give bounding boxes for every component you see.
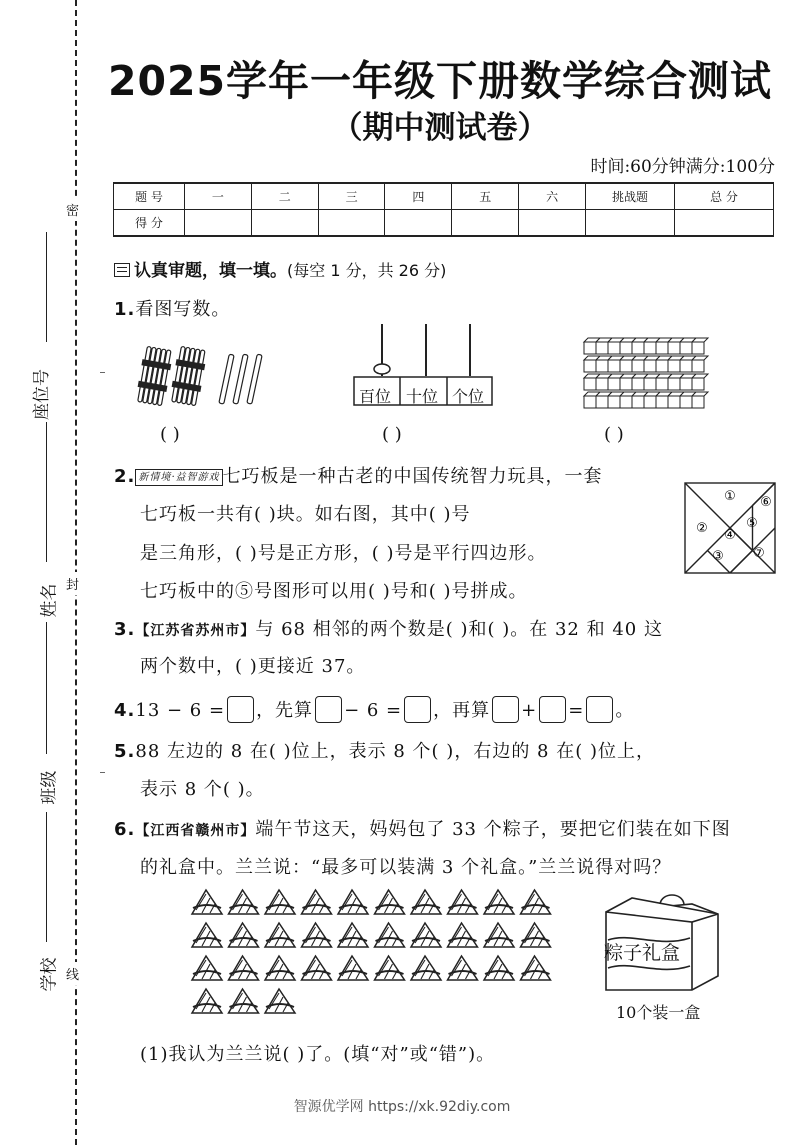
unit-cube [620, 396, 632, 408]
zongzi-icon [192, 956, 222, 980]
unit-cube [608, 342, 620, 354]
class-label: 班级 [39, 770, 60, 805]
question-number: 4. [114, 700, 136, 721]
unit-cube [692, 396, 704, 408]
zongzi-icon [229, 923, 259, 947]
score-cell[interactable] [675, 210, 774, 237]
school-label: 学校 [39, 957, 60, 992]
answer-blank[interactable]: ( ) [160, 424, 180, 445]
tangram-piece-number: ② [696, 521, 708, 536]
expr-part: ，先算 [256, 700, 314, 721]
unit-cube [584, 378, 596, 390]
answer-blank[interactable]: ( ) [604, 424, 624, 445]
tangram-piece-number: ⑥ [760, 495, 772, 510]
tangram-piece-number: ⑦ [753, 546, 765, 561]
answer-box[interactable] [404, 696, 431, 723]
unit-cube [644, 360, 656, 372]
unit-cube [680, 378, 692, 390]
zongzi-icon [411, 923, 441, 947]
answer-box[interactable] [586, 696, 613, 723]
question-6-sub1: (1)我认为兰兰说( )了。(填“对”或“错”)。 [140, 1044, 496, 1065]
question-6 [114, 815, 731, 841]
zongzi-icon [521, 956, 551, 980]
question-2-line: 七巧板中的⑤号图形可以用( )号和( )号拼成。 [140, 581, 528, 602]
abacus-label-hundreds: 百位 [359, 387, 392, 406]
expr-part: + [521, 700, 538, 721]
tangram-piece-number: ④ [724, 528, 736, 543]
table-cell: 五 [452, 183, 519, 210]
tangram-piece-number: ① [724, 489, 736, 504]
answer-box[interactable] [492, 696, 519, 723]
unit-cube [692, 378, 704, 390]
tangram-piece-number: ③ [712, 549, 724, 564]
stick-bundles-image [132, 346, 272, 410]
score-table [113, 182, 774, 237]
zongzi-icon [521, 890, 551, 914]
zongzi-icon [375, 956, 405, 980]
unit-cube [632, 360, 644, 372]
answer-box[interactable] [539, 696, 566, 723]
time-score-info: 时间:60分钟满分:100分 [590, 157, 775, 177]
zongzi-icon [265, 923, 295, 947]
unit-cube [680, 342, 692, 354]
zongzi-icon [338, 890, 368, 914]
abacus-label-ones: 个位 [452, 387, 485, 406]
gift-box-caption: 10个装一盒 [616, 1003, 701, 1022]
unit-cube [620, 360, 632, 372]
unit-cube [644, 396, 656, 408]
unit-cube [668, 378, 680, 390]
zongzi-icon [302, 890, 332, 914]
school-line[interactable] [46, 812, 47, 942]
score-cell[interactable] [251, 210, 318, 237]
zongzi-icon [338, 923, 368, 947]
expr-part: 13 − 6 = [135, 700, 226, 721]
unit-cube [596, 360, 608, 372]
table-cell: 总 分 [675, 183, 774, 210]
unit-cube [668, 342, 680, 354]
score-cell[interactable] [452, 210, 519, 237]
margin-tick [100, 372, 105, 373]
gift-box-label: 粽子礼盒 [604, 942, 681, 964]
table-cell: 三 [318, 183, 385, 210]
seal-char-mi: 密 [66, 198, 79, 221]
unit-cube [608, 360, 620, 372]
question-text: 88 左边的 8 在( )位上，表示 8 个( )，右边的 8 在( )位上， [135, 741, 655, 762]
score-cell[interactable] [185, 210, 252, 237]
unit-cube [656, 360, 668, 372]
answer-blank[interactable]: ( ) [382, 424, 402, 445]
source-tag: 【江西省赣州市】 [135, 823, 256, 839]
unit-cube [692, 360, 704, 372]
seat-number-line[interactable] [46, 232, 47, 342]
question-number: 3. [114, 619, 136, 640]
unit-cube [632, 396, 644, 408]
unit-cube [668, 396, 680, 408]
tangram-piece-number: ⑤ [746, 516, 758, 531]
unit-cube [620, 342, 632, 354]
zongzi-icon [448, 923, 478, 947]
question-1 [114, 295, 230, 321]
unit-cube [680, 396, 692, 408]
zongzi-icon [229, 890, 259, 914]
zongzi-icon [338, 956, 368, 980]
question-text: 端午节这天，妈妈包了 33 个粽子，要把它们装在如下图 [255, 819, 731, 840]
zongzi-icon [484, 923, 514, 947]
section-note: (每空 1 分，共 26 分) [287, 261, 447, 280]
question-5-line: 表示 8 个( )。 [140, 779, 265, 800]
source-tag: 【江苏省苏州市】 [135, 623, 256, 639]
zongzi-icon [302, 923, 332, 947]
score-cell[interactable] [586, 210, 675, 237]
score-cell[interactable] [519, 210, 586, 237]
zongzi-icon [192, 923, 222, 947]
table-cell: 一 [185, 183, 252, 210]
expr-part: − 6 = [344, 700, 403, 721]
name-label: 姓名 [39, 583, 60, 618]
zongzi-icon [192, 989, 222, 1013]
answer-box[interactable] [315, 696, 342, 723]
question-3 [114, 615, 663, 641]
seal-char-xian: 线 [66, 962, 79, 985]
question-text: 看图写数。 [135, 299, 231, 320]
question-text: 与 68 相邻的两个数是( )和( )。在 32 和 40 这 [255, 619, 663, 640]
zongzi-icon [265, 989, 295, 1013]
question-number: 5. [114, 741, 136, 762]
seat-number-label: 座位号 [32, 369, 52, 420]
table-cell: 二 [251, 183, 318, 210]
score-cell[interactable] [385, 210, 452, 237]
score-cell[interactable] [318, 210, 385, 237]
place-value-blocks-image [582, 334, 714, 410]
table-cell: 得 分 [114, 210, 185, 237]
zongzi-icon [229, 989, 259, 1013]
page-footer: 智源优学网 https://xk.92diy.com [293, 1099, 511, 1115]
zongzi-group-image [188, 886, 558, 1021]
table-cell: 挑战题 [586, 183, 675, 210]
expr-part: = [568, 700, 585, 721]
question-3-line: 两个数中，( )更接近 37。 [140, 656, 366, 677]
class-line[interactable] [46, 622, 47, 754]
score-table-score-row [114, 210, 774, 237]
unit-cube [656, 378, 668, 390]
unit-cube [608, 396, 620, 408]
section-title: 认真审题，填一填。 [134, 261, 287, 281]
zongzi-icon [448, 890, 478, 914]
margin-tick [100, 772, 105, 773]
unit-cube [656, 396, 668, 408]
question-number: 6. [114, 819, 136, 840]
new-context-badge: 新情境·益智游戏 [135, 469, 222, 486]
unit-cube [596, 396, 608, 408]
expr-part: ，再算 [433, 700, 491, 721]
unit-cube [632, 342, 644, 354]
zongzi-icon [375, 923, 405, 947]
question-6-line: 的礼盒中。兰兰说：“最多可以装满 3 个礼盒。”兰兰说得对吗？ [140, 857, 672, 878]
question-number: 1. [114, 299, 136, 320]
score-table-header-row [114, 183, 774, 210]
unit-cube [656, 342, 668, 354]
tangram-image [684, 482, 776, 574]
zongzi-icon [521, 923, 551, 947]
unit-cube [644, 342, 656, 354]
expr-part: 。 [615, 700, 635, 721]
seal-char-feng: 封 [66, 572, 79, 595]
answer-box[interactable] [227, 696, 254, 723]
zongzi-icon [265, 890, 295, 914]
question-5 [114, 737, 655, 763]
unit-cube [668, 360, 680, 372]
zongzi-icon [265, 956, 295, 980]
unit-cube [596, 378, 608, 390]
section-heading [114, 256, 446, 281]
abacus-label-tens: 十位 [406, 387, 439, 406]
zongzi-icon [302, 956, 332, 980]
unit-cube [620, 378, 632, 390]
question-2-line: 是三角形，( )号是正方形，( )号是平行四边形。 [140, 543, 547, 564]
unit-cube [644, 378, 656, 390]
table-cell: 六 [519, 183, 586, 210]
question-2-line: 七巧板一共有( )块。如右图，其中( )号 [140, 504, 471, 525]
name-line[interactable] [46, 422, 47, 562]
question-4 [114, 696, 634, 723]
unit-cube [692, 342, 704, 354]
table-cell: 题 号 [114, 183, 185, 210]
zongzi-icon [448, 956, 478, 980]
zongzi-icon [484, 890, 514, 914]
unit-cube [584, 342, 596, 354]
unit-cube [596, 342, 608, 354]
unit-cube [584, 360, 596, 372]
zongzi-icon [411, 956, 441, 980]
question-text: 七巧板是一种古老的中国传统智力玩具，一套 [222, 466, 603, 487]
section-list-icon [114, 263, 130, 277]
table-cell: 四 [385, 183, 452, 210]
question-number: 2. [114, 466, 136, 487]
zongzi-icon [484, 956, 514, 980]
zongzi-icon [375, 890, 405, 914]
unit-cube [680, 360, 692, 372]
unit-cube [584, 396, 596, 408]
unit-cube [608, 378, 620, 390]
zongzi-icon [411, 890, 441, 914]
unit-cube [632, 378, 644, 390]
page-subtitle: （期中测试卷） [331, 110, 549, 146]
page-title: 2025学年一年级下册数学综合测试 [107, 57, 773, 105]
question-2 [114, 462, 603, 488]
zongzi-icon [192, 890, 222, 914]
zongzi-icon [229, 956, 259, 980]
